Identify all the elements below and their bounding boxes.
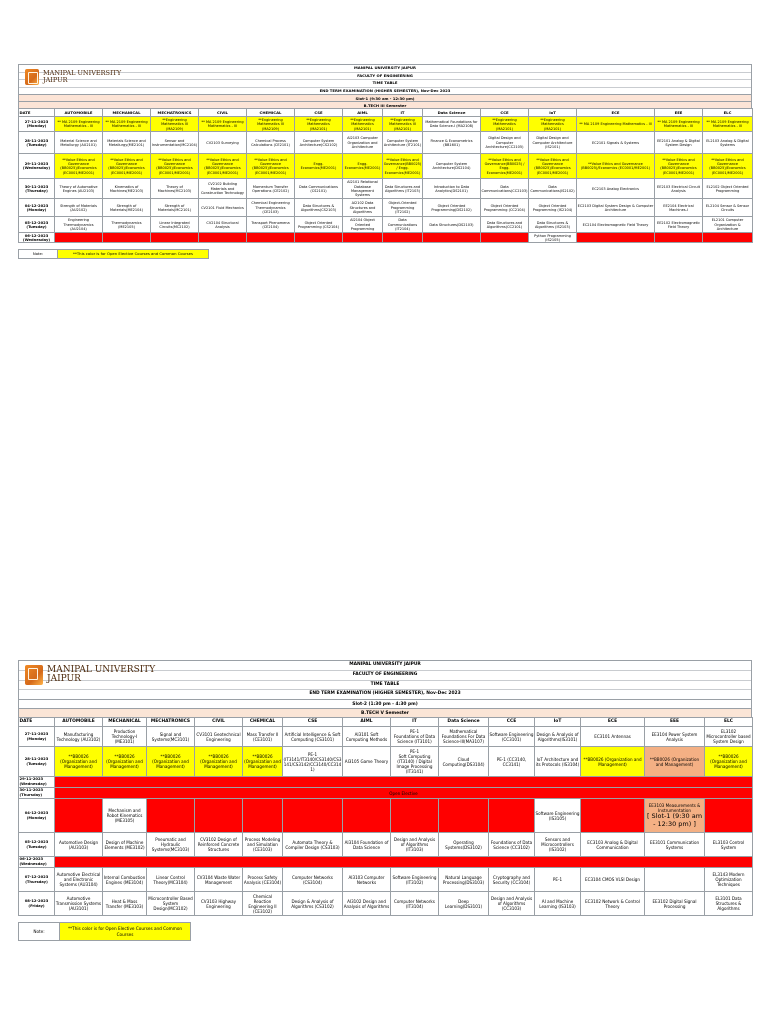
exam-cell: [343, 233, 383, 243]
exam-cell: Momentum Transfer Operations (CE2102): [247, 179, 295, 199]
column-header: AUTOMOBILE: [55, 718, 103, 727]
exam-cell: EC3104 CMOS VLSI Design: [581, 868, 645, 892]
column-header: ELC: [703, 109, 753, 117]
exam-cell: EE2102 Electromagnetic Field Theory: [655, 217, 703, 233]
exam-cell: PE-1 Foundations of Data Science (IT3101): [391, 727, 439, 747]
column-header: IT: [383, 109, 423, 117]
holiday-band: [55, 777, 753, 788]
exam-cell: CV3102 Design of Reinforced Concrete Structures: [195, 833, 243, 857]
exam-date: 27-11-2023 (Monday): [19, 117, 55, 132]
exam-date: 07-12-2023 (Thursday): [19, 868, 55, 892]
exam-cell: Introduction to Data Analytics(DS2101): [423, 179, 481, 199]
exam-cell: **BB0026 (Organization and Management): [103, 747, 147, 777]
column-header: CIVIL: [199, 109, 247, 117]
exam-cell: Design & Analysis of Algorithms (CS3102): [283, 892, 343, 916]
exam-cell: AI3104 Foundation of Data Science: [343, 833, 391, 857]
table-row: [19, 747, 753, 777]
exam-cell: AI3101 Soft Computing Methods: [343, 727, 391, 747]
exam-cell: **BB0026 (Organization and Management): [581, 747, 645, 777]
exam-cell: **BB0026 (Organization and Management): [243, 747, 283, 777]
column-header: CHEMICAL: [247, 109, 295, 117]
exam-date: 29-11-2023 (Wednesday): [19, 154, 55, 179]
faculty-title: FACULTY OF ENGINEERING: [19, 671, 751, 681]
exam-cell: Design of Machine Elements (ME3102): [103, 833, 147, 857]
exam-cell: **Engineering Mathematics III (MA2109): [151, 117, 199, 132]
note-text: **This color is for Open Elective Courses and Common Courses: [58, 249, 209, 259]
table-row: [19, 857, 753, 868]
exam-cell: EC2103 Digital System Design & Computer Architecture: [577, 199, 655, 217]
exam-date: 05-12-2023 (Tuesday): [19, 833, 55, 857]
exam-cell: EE3104 Power System Analysis: [645, 727, 705, 747]
timetable-grid: [18, 108, 753, 243]
exam-cell: CV2104 Structural Analysis: [199, 217, 247, 233]
sheet-header: [18, 660, 752, 699]
exam-cell: EC3103 Analog & Digital Communication: [581, 833, 645, 857]
exam-cell: [199, 233, 247, 243]
exam-cell: Data Communications (IT2104): [383, 217, 423, 233]
exam-date: 08-12-2023 (Friday): [19, 892, 55, 916]
exam-cell: Finance & Econometrics (BB1601): [423, 132, 481, 154]
column-header: CIVIL: [195, 718, 243, 727]
university-crest-icon: [25, 69, 39, 85]
exam-cell: CV2102 Building Materials and Construction Technology: [199, 179, 247, 199]
exam-cell: **Engineering Mathematics (MA2101): [481, 117, 529, 132]
column-header: MECHANICAL: [103, 109, 151, 117]
exam-cell: Cryptography and Security (CC3104): [489, 868, 535, 892]
exam-cell: EC2104 Electromagnetic Field Theory: [577, 217, 655, 233]
exam-cell: ** MA 2109 Engineering Mathematics - III: [103, 117, 151, 132]
timetable-grid: [18, 717, 753, 916]
exam-cell: [243, 799, 283, 833]
exam-cell: Data Communications (CS2101): [295, 179, 343, 199]
exam-cell: Kinematics of Machines(ME2103): [103, 179, 151, 199]
exam-cell: **Value Ethics and Governance (BB0025)/Economics (EC0001/ME2001): [529, 154, 577, 179]
column-header: CHEMICAL: [243, 718, 283, 727]
exam-cell: **Value Ethics and Governance (BB0025)/Economics (EC0001/ME2001): [655, 154, 703, 179]
doc-title: TIME TABLE: [19, 681, 751, 691]
exam-cell: ** MA 2109 Engineering Mathematics - III: [655, 117, 703, 132]
exam-cell: PE-1: [535, 868, 581, 892]
exam-cell: Computer Networks (IT3104): [391, 892, 439, 916]
exam-cell: [195, 799, 243, 833]
table-row: [19, 179, 753, 199]
exam-cell: Natural Language Processing(DS3103): [439, 868, 489, 892]
exam-cell: ** MA 2109 Engineering Mathematics - III: [55, 117, 103, 132]
table-row: [19, 154, 753, 179]
slot-bar: Slot-2 (1:30 pm - 4:30 pm): [18, 699, 752, 708]
exam-cell: EL3102 Microcontroller based System Design: [705, 727, 753, 747]
exam-cell: Digital Design and Computer Architecture (IS2101): [529, 132, 577, 154]
column-header: CCE: [481, 109, 529, 117]
exam-cell: **Value Ethics and Governance (BB0025)/Economics (EC0001/ME2001): [151, 154, 199, 179]
exam-cell: Automata Theory & Compiler Design (CS3103): [283, 833, 343, 857]
exam-cell: **Engineering Mathematics III (MA2101): [383, 117, 423, 132]
exam-cell: **BB0026 (Organization and Management): [645, 747, 705, 777]
note-text: **This color is for Open Elective Courses and Common Courses: [60, 922, 191, 941]
exam-cell: Theory of Automotive Engines (AU2103): [55, 179, 103, 199]
exam-cell: **Engineering Mathematics (MA2101): [295, 117, 343, 132]
exam-cell: **Engineering Mathematics (MA2101): [343, 117, 383, 132]
exam-cell: [705, 799, 753, 833]
exam-cell: **Value Ethics and Governance(BB0025) / Engg. Economics(ME2001): [481, 154, 529, 179]
exam-cell: Software Engineering (CC3101): [489, 727, 535, 747]
column-header: ECE: [581, 718, 645, 727]
column-header: AUTOMOBILE: [55, 109, 103, 117]
exam-cell: Material Science and Metallurgy (AU2101): [55, 132, 103, 154]
exam-cell: EE3102 Digital Signal Processing: [645, 892, 705, 916]
column-header: CSE: [283, 718, 343, 727]
exam-cell: Python Programming (IS2105): [529, 233, 577, 243]
exam-cell: AI3102 Design and Analysis of Algorithms: [343, 892, 391, 916]
exam-cell: Chemical Engineering Thermodynamics (CE2103): [247, 199, 295, 217]
exam-cell: Thermodynamics (ME2105): [103, 217, 151, 233]
exam-cell: [423, 233, 481, 243]
semester-bar: B.TECH V Semester: [18, 708, 752, 717]
exam-cell: **Value Ethics and Governance (BB0025)/Economics (EC0001/ME2001): [55, 154, 103, 179]
table-row: [19, 233, 753, 243]
exam-cell: Operating Systems(DS3102): [439, 833, 489, 857]
exam-cell: **Value Ethics and Governance (BB0025)/Economics (EC0001/ME2001): [703, 154, 753, 179]
exam-cell: [439, 799, 489, 833]
timetable-sheet-slot1: [18, 64, 752, 259]
exam-date: 30-11-2023 (Thursday): [19, 179, 55, 199]
exam-cell: **BB0026 (Organization and Management): [705, 747, 753, 777]
exam-cell: **Value Ethics and Governance (BB0025)/Economics (EC0001/ME2001): [103, 154, 151, 179]
column-header: ELC: [705, 718, 753, 727]
exam-cell: Computer System Architecture(CS2102): [295, 132, 343, 154]
exam-cell: Manufacturing Technology (AU3102): [55, 727, 103, 747]
column-header: MECHATRONICS: [151, 109, 199, 117]
open-elective-band: Open Elective: [55, 788, 753, 799]
exam-cell: Design and Analysis of Algorithms (CC3103): [489, 892, 535, 916]
semester-bar: B.TECH III Semester: [18, 101, 752, 108]
university-logo: MANIPAL UNIVERSITY JAIPUR: [25, 69, 121, 85]
exam-cell: Data Communications(IS2102): [529, 179, 577, 199]
exam-cell: Deep Learning(DS3101): [439, 892, 489, 916]
exam-cell: Theory of Machines(MC2103): [151, 179, 199, 199]
exam-cell: Production Technology-I (ME3101): [103, 727, 147, 747]
exam-cell: CV3103 Highway Engineering: [195, 892, 243, 916]
exam-cell: [655, 233, 703, 243]
exam-cell: **BB0026 (Organization and Management): [147, 747, 195, 777]
exam-cell: [295, 233, 343, 243]
exam-cell: **Value Ethics and Governance (BB0025)/Economics (EC0001/ME2001): [199, 154, 247, 179]
exam-cell: PE-1 Soft Computing (IT3140) / Digital Image Processing (IT3141): [391, 747, 439, 777]
university-crest-icon: [25, 665, 43, 685]
exam-cell: Transport Phenomena (CE2104): [247, 217, 295, 233]
exam-date: 05-12-2023 (Tuesday): [19, 217, 55, 233]
header-row: [19, 109, 753, 117]
exam-cell: Automotive Design (AU3103): [55, 833, 103, 857]
exam-cell: AI2103 Computer Organization and Architecture: [343, 132, 383, 154]
note-row: [18, 922, 752, 941]
exam-cell: Sensors and Microcontrollers (IS3102): [535, 833, 581, 857]
table-row: [19, 727, 753, 747]
exam-cell: CV2103 Surveying: [199, 132, 247, 154]
column-header: CSE: [295, 109, 343, 117]
exam-cell: Process Modeling and Simulation (CE3103): [243, 833, 283, 857]
exam-date: 28-11-2023 (Tuesday): [19, 747, 55, 777]
exam-cell: CV2101 Fluid Mechanics: [199, 199, 247, 217]
exam-cell: Chemical Process Calculations (CE2101): [247, 132, 295, 154]
exam-cell: Chemical Reaction Engineering II (CE3102): [243, 892, 283, 916]
exam-cell: AI2104 Object Oriented Programming: [343, 217, 383, 233]
exam-cell: Data Structures(DS2103): [423, 217, 481, 233]
table-row: [19, 777, 753, 788]
exam-cell: Foundations of Data Science (CC3102): [489, 833, 535, 857]
exam-cell: Data Structures & Algorithms(CS2103): [295, 199, 343, 217]
column-header: DATE: [19, 109, 55, 117]
exam-cell: [343, 799, 391, 833]
exam-cell: [147, 799, 195, 833]
exam-cell: Artificial Intelligence & Soft Computing (CS3101): [283, 727, 343, 747]
exam-cell: [55, 233, 103, 243]
exam-cell: Sensor and Instrumentation(MC2104): [151, 132, 199, 154]
exam-cell: Design & Analysis of Algorithms(IS3101): [535, 727, 581, 747]
column-header: IoT: [535, 718, 581, 727]
exam-cell: Object Oriented Programming (CC2104): [481, 199, 529, 217]
note-label: Note:: [18, 922, 60, 941]
exam-cell: EL2102 Object Oriented Programming: [703, 179, 753, 199]
exam-cell: EL3101 Data Structures & Algorithms: [705, 892, 753, 916]
exam-cell: Linear Integrated Circuits(MC2102): [151, 217, 199, 233]
exam-cell: Design and Analysis of Algorithms (IT3103): [391, 833, 439, 857]
exam-cell: Object Oriented Programming(DS2102): [423, 199, 481, 217]
exam-cell: Pneumatic and Hydraulic Systems(MC3103): [147, 833, 195, 857]
exam-cell: Mathematical Foundations For Data Science-III(MA3107): [439, 727, 489, 747]
sheet-header: [18, 64, 752, 94]
exam-title: END TERM EXAMINATION (HIGHER SEMESTER), Nov-Dec 2023: [319, 87, 451, 93]
exam-cell: EE2104 Electrical Machines-I: [655, 199, 703, 217]
exam-date: 04-12-2023 (Monday): [19, 199, 55, 217]
exam-cell: ** MA 2109 Engineering Mathematics - III: [703, 117, 753, 132]
column-header: CCE: [489, 718, 535, 727]
exam-cell: AI2101 Relational Database Management Systems: [343, 179, 383, 199]
table-row: [19, 892, 753, 916]
column-header: DATE: [19, 718, 55, 727]
table-row: [19, 217, 753, 233]
exam-cell: EC2103 Analog Electronics: [577, 179, 655, 199]
exam-cell: EL3103 Control System: [705, 833, 753, 857]
note-label: Note:: [18, 249, 58, 259]
exam-cell: Linear Control Theory(MC3104): [147, 868, 195, 892]
header-row: [19, 718, 753, 727]
exam-cell: AI3105 Game Theory: [343, 747, 391, 777]
exam-cell: [645, 868, 705, 892]
column-header: Data Science: [439, 718, 489, 727]
exam-cell: [55, 799, 103, 833]
table-row: [19, 799, 753, 833]
column-header: IoT: [529, 109, 577, 117]
exam-cell: AI3103 Computer Networks: [343, 868, 391, 892]
column-header: AIML: [343, 718, 391, 727]
exam-cell: Mechanism and Robot Kinematics (ME3105): [103, 799, 147, 833]
note-row: [18, 249, 752, 259]
exam-cell: Computer System Architecture (IT2101): [383, 132, 423, 154]
exam-cell: Signal and Systems(MC3101): [147, 727, 195, 747]
column-header: AIML: [343, 109, 383, 117]
exam-cell: **Value Ethics and Governance(BB0025) / Engg. Economics(ME2001): [383, 154, 423, 179]
exam-date: 06-12-2023 (Wednesday): [19, 233, 55, 243]
exam-date: 29-11-2023 (Wednesday): [19, 777, 55, 788]
exam-cell: EC3101 Antennas: [581, 727, 645, 747]
exam-cell: EC2101 Signals & Systems: [577, 132, 655, 154]
table-row: [19, 833, 753, 857]
exam-cell: Data Communications(CC2103): [481, 179, 529, 199]
exam-cell: **BB0026 (Organization and Management): [195, 747, 243, 777]
exam-cell: Digital Design and Computer Architecture(CC2105): [481, 132, 529, 154]
exam-cell: [247, 233, 295, 243]
exam-cell: Internal Combustion Engines (ME3104): [103, 868, 147, 892]
exam-cell: Strength of Materials (AU2102): [55, 199, 103, 217]
exam-cell: Engg. Economics(ME2001): [295, 154, 343, 179]
exam-cell: [103, 233, 151, 243]
slot-bar: Slot-1 (9:30 am - 12:30 pm): [18, 94, 752, 101]
exam-date: 30-11-2023 (Thursday): [19, 788, 55, 799]
column-header: MECHATRONICS: [147, 718, 195, 727]
exam-cell: **Engineering Mathematics III (MA2109): [247, 117, 295, 132]
exam-date: 27-11-2023 (Monday): [19, 727, 55, 747]
exam-cell: AI and Machine Learning (IS3103): [535, 892, 581, 916]
exam-cell: [577, 233, 655, 243]
column-header: EEE: [645, 718, 705, 727]
exam-cell: [481, 233, 529, 243]
exam-cell: EL3143 Modern Optimization Techniques: [705, 868, 753, 892]
exam-cell: ** MA 2109 Engineering Mathematics - III: [199, 117, 247, 132]
exam-cell: Microcontroller Based System Design(MC3102): [147, 892, 195, 916]
exam-cell: PE-1 (IT3141/IT3140/CS3140/CS3141/CS3142/CC3140/CC3141): [283, 747, 343, 777]
exam-cell: Heat & Mass Transfer (ME3103): [103, 892, 147, 916]
exam-cell: IoT Architecture and its Protocols (IS3104): [535, 747, 581, 777]
exam-cell: Data Structures and Algorithms(CC2101): [481, 217, 529, 233]
timetable-sheet-slot2: [18, 660, 752, 941]
table-row: [19, 788, 753, 799]
exam-cell: PE-1 (CC3140, CC3141): [489, 747, 535, 777]
exam-cell: Mass Transfer II (CE3101): [243, 727, 283, 747]
exam-cell: Engg. Economics(ME2001): [343, 154, 383, 179]
exam-cell: EL2101 Computer Organization & Architecture: [703, 217, 753, 233]
exam-cell: [391, 799, 439, 833]
exam-cell: Materials Science and Metallurgy(ME2101): [103, 132, 151, 154]
exam-cell: [283, 799, 343, 833]
table-row: [19, 199, 753, 217]
exam-cell: ** MA 2109 Engineering Mathematics - III: [577, 117, 655, 132]
exam-cell: [489, 799, 535, 833]
exam-cell: Computer Networks (CS3104): [283, 868, 343, 892]
exam-cell: EE2101 Analog & Digital System Design: [655, 132, 703, 154]
exam-cell: **Value Ethics and Governance (BB0025)/Economics (EC0001/ME2001): [247, 154, 295, 179]
exam-cell: AI2102 Data Structures and Algorithms: [343, 199, 383, 217]
holiday-band: [55, 857, 753, 868]
exam-cell: Strength of Materials(MC2101): [151, 199, 199, 217]
table-row: [19, 132, 753, 154]
exam-cell: EC3102 Network & Control Theory: [581, 892, 645, 916]
exam-cell: EE3103 Measurements & Instrumentation [ Slot-1 (9:30 am - 12:30 pm) ]: [645, 799, 705, 833]
faculty-title: FACULTY OF ENGINEERING: [19, 73, 751, 81]
exam-cell: Process Safety Analysis (CE3104): [243, 868, 283, 892]
exam-date: 06-12-2023 (Wednesday): [19, 857, 55, 868]
exam-cell: CV3101 Geotechnical Engineering: [195, 727, 243, 747]
exam-cell: Cloud Computing(DS3104): [439, 747, 489, 777]
exam-cell: Strength of Materials(ME2104): [103, 199, 151, 217]
column-header: Data Science: [423, 109, 481, 117]
exam-cell: EL2103 Analog & Digital Systems: [703, 132, 753, 154]
table-row: [19, 117, 753, 132]
exam-date: 28-11-2023 (Tuesday): [19, 132, 55, 154]
exam-cell: **Value Ethics and Governance (BB0025)/Economics (EC0001/ME2001): [577, 154, 655, 179]
university-logo: MANIPAL UNIVERSITY JAIPUR: [25, 665, 155, 685]
exam-cell: EL2104 Sensor & Sensor Circuits: [703, 199, 753, 217]
exam-cell: Mathematical Foundations for Data Science-I (MA2108): [423, 117, 481, 132]
exam-cell: EE3101 Communication Systems: [645, 833, 705, 857]
exam-cell: Automotive Transmission Systems (AU3101): [55, 892, 103, 916]
exam-date: 04-12-2023 (Monday): [19, 799, 55, 833]
university-title: MANIPAL UNIVERSITY JAIPUR: [19, 661, 751, 671]
exam-cell: **Engineering Mathematics (MA2101): [529, 117, 577, 132]
exam-cell: [383, 233, 423, 243]
exam-cell: Data Structures and Algorithms (IT2103): [383, 179, 423, 199]
exam-cell: Computer System Architecture(DS2104): [423, 154, 481, 179]
column-header: ECE: [577, 109, 655, 117]
table-row: [19, 868, 753, 892]
exam-cell: EE2103 Electrical Circuit Analysis: [655, 179, 703, 199]
exam-cell: [151, 233, 199, 243]
exam-cell: Object Oriented Programming (CS2104): [295, 217, 343, 233]
exam-cell: **BB0026 (Organization and Management): [55, 747, 103, 777]
university-title: MANIPAL UNIVERSITY JAIPUR: [19, 65, 751, 73]
exam-cell: Software Engineering (IT3102): [391, 868, 439, 892]
column-header: IT: [391, 718, 439, 727]
exam-title: END TERM EXAMINATION (HIGHER SEMESTER), Nov-Dec 2023: [309, 691, 461, 697]
exam-cell: Object Oriented Programming (IS2104): [529, 199, 577, 217]
column-header: EEE: [655, 109, 703, 117]
exam-cell: Automotive Electrical and Electronic Systems (AU3104): [55, 868, 103, 892]
column-header: MECHANICAL: [103, 718, 147, 727]
exam-cell: Software Engineering (IS3105): [535, 799, 581, 833]
exam-cell: [703, 233, 753, 243]
exam-cell: [581, 799, 645, 833]
exam-cell: Object-Oriented Programming (IT2102): [383, 199, 423, 217]
exam-cell: Engineering Thermodynamics (AU2104): [55, 217, 103, 233]
exam-cell: Data Structures & Algorithms (IS2103): [529, 217, 577, 233]
exam-cell: CV3104 Waste Water Management: [195, 868, 243, 892]
doc-title: TIME TABLE: [19, 80, 751, 88]
